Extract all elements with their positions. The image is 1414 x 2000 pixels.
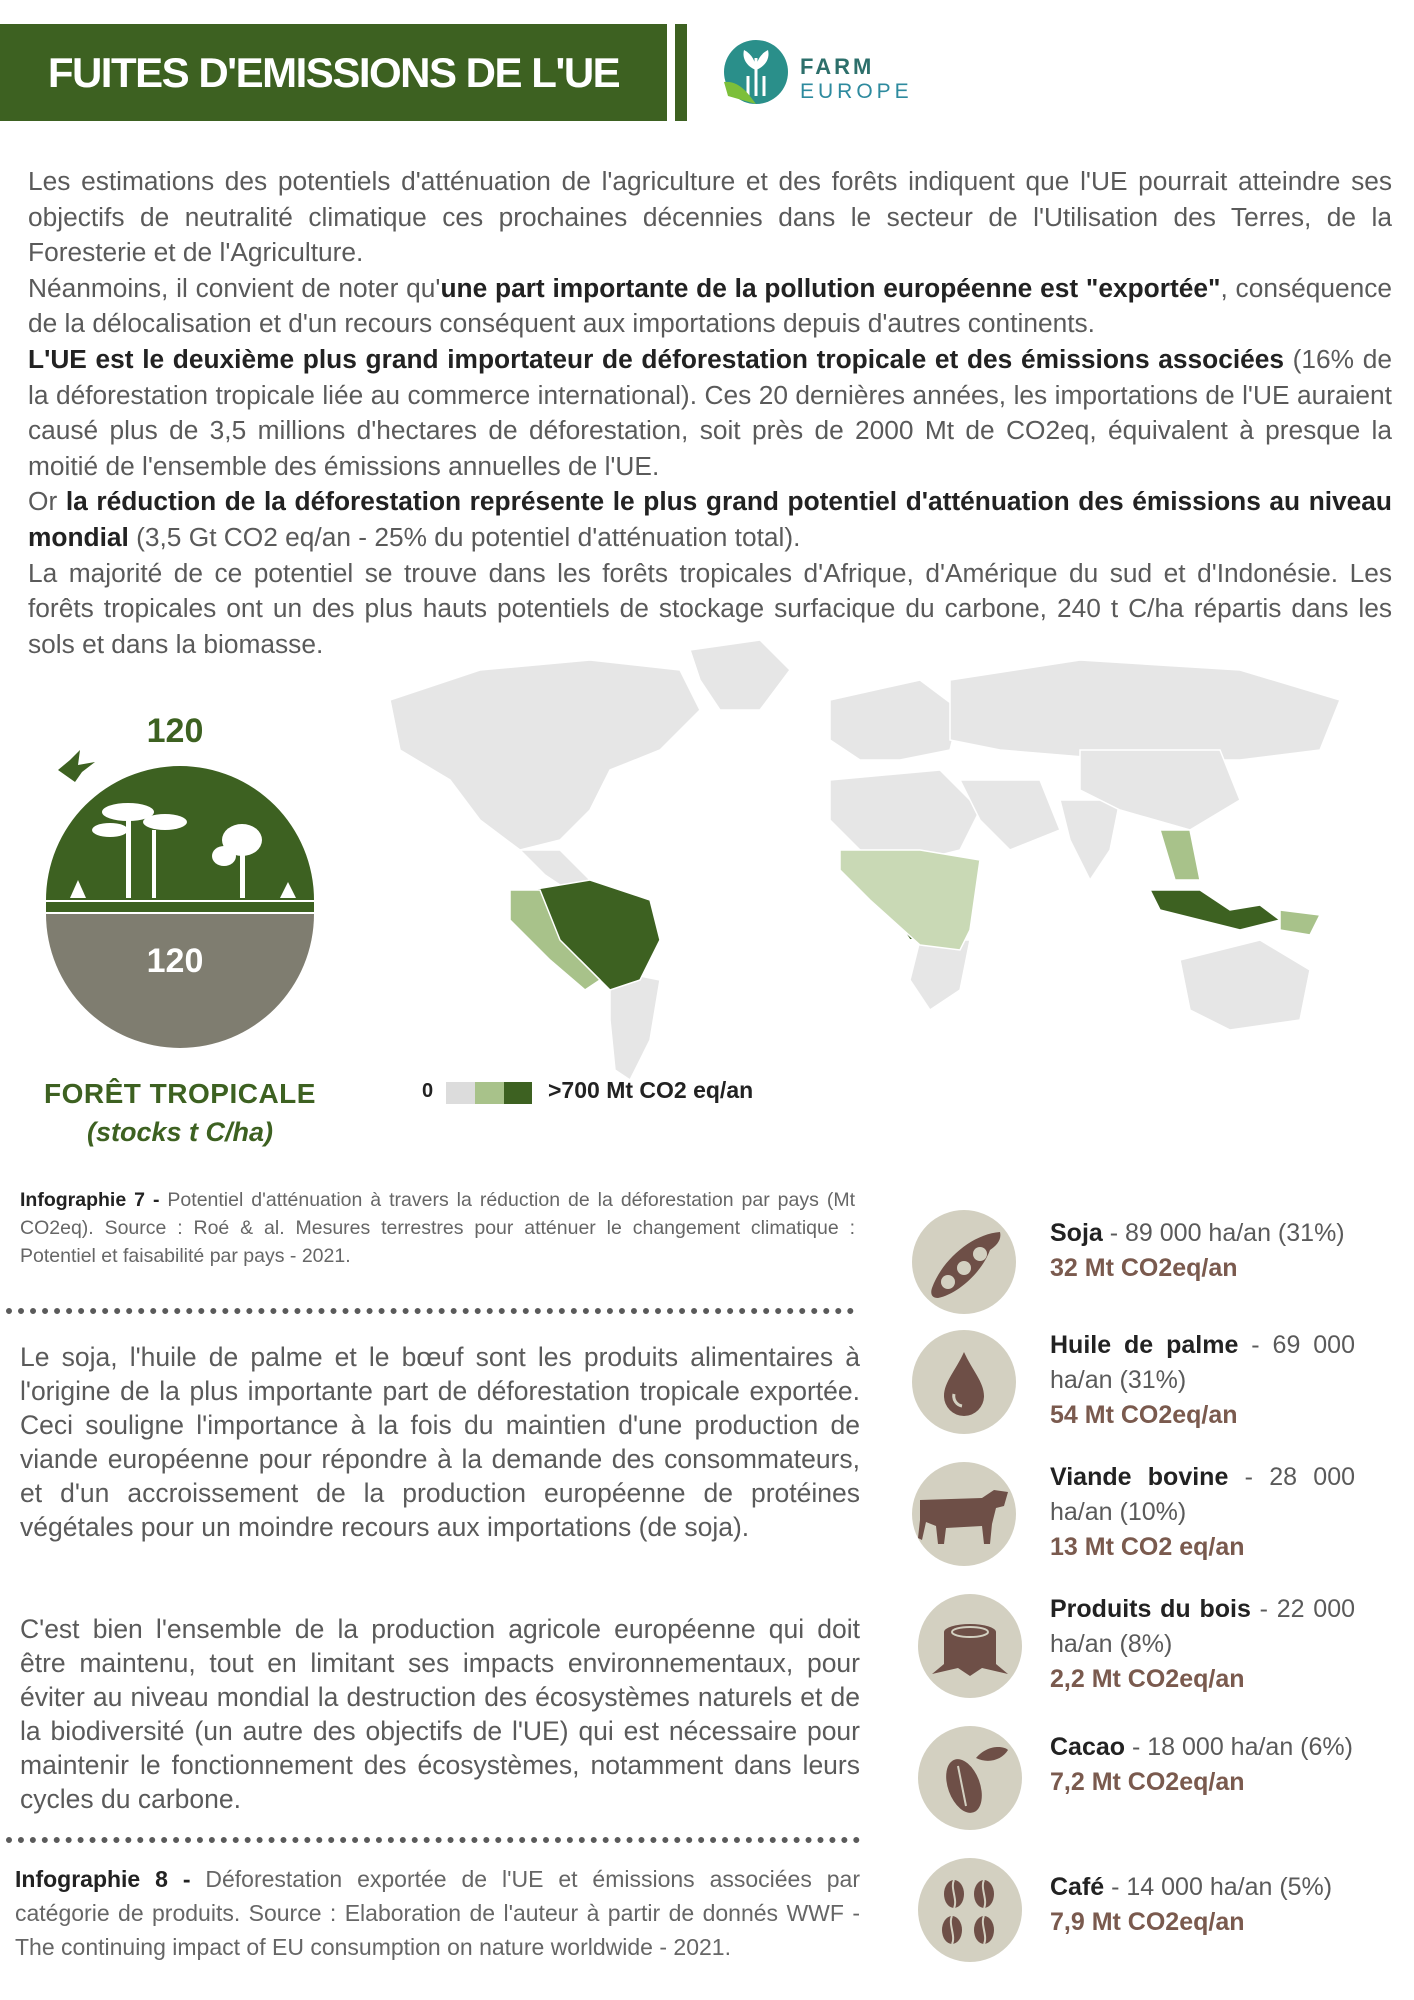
intro-text-span: (16% de la déforestation tropicale liée au commerce international). Ces 20 dernières années, les importations de l'UE auraient causé plus de 3,5 millions d'hectares de déforestation, soit près de 2000 Mt de CO2eq, équivalent à presque la moitié de l'ensemble des émissions annuelles de l'UE. xyxy=(28,343,1392,481)
caption-label: Infographie 8 - xyxy=(15,1866,191,1892)
map-india xyxy=(1060,800,1120,880)
product-produits-du-bois xyxy=(1050,1592,1355,1697)
intro-emphasis: la réduction de la déforestation représente le plus grand potentiel d'atténuation des émissions au niveau mondial xyxy=(28,486,1392,552)
logo-text-europe: EUROPE xyxy=(800,80,913,103)
product-co2: 13 Mt CO2 eq/an xyxy=(1050,1533,1245,1561)
product-co2: 7,2 Mt CO2eq/an xyxy=(1050,1768,1245,1796)
map-africa-north xyxy=(830,770,980,860)
intro-paragraph xyxy=(28,271,1392,342)
product-name: Produits du bois xyxy=(1050,1595,1251,1623)
world-map xyxy=(360,640,1410,1090)
bird-icon xyxy=(58,750,95,782)
forest-subtitle: (stocks t C/ha) xyxy=(86,1117,274,1147)
product-name: Cacao xyxy=(1050,1733,1126,1761)
forest-title: FORÊT TROPICALE xyxy=(44,1078,316,1109)
forest-canopy xyxy=(46,766,314,900)
legend-color-scale xyxy=(446,1082,532,1104)
dotted-divider xyxy=(6,1837,860,1843)
cocoa-pod-icon xyxy=(918,1726,1022,1830)
intro-emphasis: L'UE est le deuxième plus grand importateur de déforestation tropicale et des émissions associées xyxy=(28,343,1284,374)
carbon-below-ground-value: 120 xyxy=(146,942,204,980)
dotted-divider xyxy=(6,1308,854,1314)
product-cafe xyxy=(1050,1870,1355,1940)
map-africa-south xyxy=(910,940,970,1010)
product-icon-circle xyxy=(912,1210,1016,1314)
intro-paragraph xyxy=(28,484,1392,555)
header-stripe xyxy=(675,24,687,121)
coffee-bean-icon xyxy=(918,1858,1022,1962)
intro-emphasis: une part importante de la pollution européenne est "exportée" xyxy=(440,272,1221,303)
logo-text-farm: FARM xyxy=(800,54,875,79)
caption-text: Déforestation exportée de l'UE et émissions associées par catégorie de produits. Source : Elaboration de l'auteur à partir de donnés WWF - The continuing impact of EU consumption on nature worldwide - 2021. xyxy=(15,1866,860,1960)
product-name: Viande bovine xyxy=(1050,1463,1229,1491)
product-icon-circle xyxy=(918,1726,1022,1830)
map-indonesia xyxy=(1150,890,1280,930)
intro-text-span: , conséquence de la délocalisation et d'un recours conséquent aux importations depuis d'autres continents. xyxy=(28,272,1392,339)
oil-drop-icon xyxy=(912,1330,1016,1434)
body-paragraph: Le soja, l'huile de palme et le bœuf sont les produits alimentaires à l'origine de la plus importante part de déforestation tropicale exportée. Ceci souligne l'importance à la fois du maintien d'une production de viande européenne pour répondre à la demande des consommateurs, et d'un accroissement de la production européenne de protéines végétales pour un moindre recours aux importations (de soja). xyxy=(20,1342,860,1542)
product-viande-bovine xyxy=(1050,1460,1355,1565)
product-detail: - 28 000 ha/an (10%) xyxy=(1050,1463,1356,1526)
product-cacao xyxy=(1050,1730,1355,1800)
legend-min-label: 0 xyxy=(422,1080,434,1102)
product-co2: 54 Mt CO2eq/an xyxy=(1050,1401,1238,1429)
product-name: Café xyxy=(1050,1873,1105,1901)
product-co2: 32 Mt CO2eq/an xyxy=(1050,1254,1238,1282)
product-name: Huile de palme xyxy=(1050,1331,1239,1359)
product-name: Soja xyxy=(1050,1219,1103,1247)
map-europe xyxy=(830,680,960,760)
legend-max-label: >700 Mt CO2 eq/an xyxy=(548,1077,754,1103)
intro-text xyxy=(28,164,1392,662)
caption-text: Potentiel d'atténuation à travers la réduction de la déforestation par pays (Mt CO2eq). Source : Roé & al. Mesures terrestres pour atténuer le changement climatique : Potentiel et faisabilité par pays - 2021. xyxy=(20,1189,855,1267)
product-icon-circle xyxy=(918,1858,1022,1962)
map-north-america xyxy=(390,660,700,850)
tropical-forest-graphic xyxy=(40,720,320,1060)
product-detail: - 18 000 ha/an (6%) xyxy=(1125,1733,1353,1761)
intro-text-span: Néanmoins, il convient de noter qu' xyxy=(28,272,441,303)
intro-text-span: (3,5 Gt CO2 eq/an - 25% du potentiel d'atténuation total). xyxy=(128,521,801,552)
product-soja xyxy=(1050,1216,1355,1286)
infographic-7-caption xyxy=(20,1186,855,1270)
product-icon-circle xyxy=(912,1330,1016,1434)
infographic-8-caption xyxy=(15,1862,860,1964)
product-huile-de-palme xyxy=(1050,1328,1355,1433)
map-russia xyxy=(950,660,1340,760)
page-title: FUITES D'EMISSIONS DE L'UE xyxy=(47,48,620,96)
product-detail: - 22 000 ha/an (8%) xyxy=(1050,1595,1355,1658)
map-australia xyxy=(1180,940,1310,1030)
product-co2: 2,2 Mt CO2eq/an xyxy=(1050,1665,1245,1693)
product-icon-circle xyxy=(912,1462,1016,1566)
tree-stump-icon xyxy=(918,1594,1022,1698)
product-detail: - 14 000 ha/an (5%) xyxy=(1104,1873,1333,1901)
cow-icon xyxy=(912,1462,1016,1566)
map-southeast-asia xyxy=(1160,830,1200,880)
intro-paragraph: Les estimations des potentiels d'atténuation de l'agriculture et des forêts indiquent que l'UE pourrait atteindre ses objectifs de neutralité climatique ces prochaines décennies dans le secteur de l'Utilisation des Terres, de la Foresterie et de l'Agriculture. xyxy=(28,166,1392,268)
body-paragraph: C'est bien l'ensemble de la production agricole européenne qui doit être maintenu, tout en limitant ses impacts environnementaux, pour éviter au niveau mondial la destruction des écosystèmes naturels et de la biodiversité (un autre des objectifs de l'UE) qui est nécessaire pour maintenir le fonctionnement des écosystèmes, notamment dans leurs cycles du carbone. xyxy=(20,1614,860,1814)
map-new-guinea xyxy=(1280,910,1320,935)
caption-label: Infographie 7 - xyxy=(20,1189,160,1211)
intro-paragraph xyxy=(28,342,1392,484)
ground-line xyxy=(46,902,314,912)
product-co2: 7,9 Mt CO2eq/an xyxy=(1050,1908,1245,1936)
product-icon-circle xyxy=(918,1594,1022,1698)
product-detail: - 69 000 ha/an (31%) xyxy=(1050,1331,1355,1394)
product-detail: - 89 000 ha/an (31%) xyxy=(1102,1219,1345,1247)
intro-text-span: Or xyxy=(28,486,66,517)
map-africa-centre xyxy=(840,850,980,950)
carbon-above-ground-value: 120 xyxy=(146,712,204,750)
intro-paragraph: La majorité de ce potentiel se trouve dans les forêts tropicales d'Afrique, d'Amérique du sud et d'Indonésie. Les forêts tropicales ont un des plus hauts potentiels de stockage surfacique du carbone, 240 t C/ha répartis dans les sols et dans la biomasse. xyxy=(28,557,1392,659)
soybean-icon xyxy=(912,1210,1016,1314)
